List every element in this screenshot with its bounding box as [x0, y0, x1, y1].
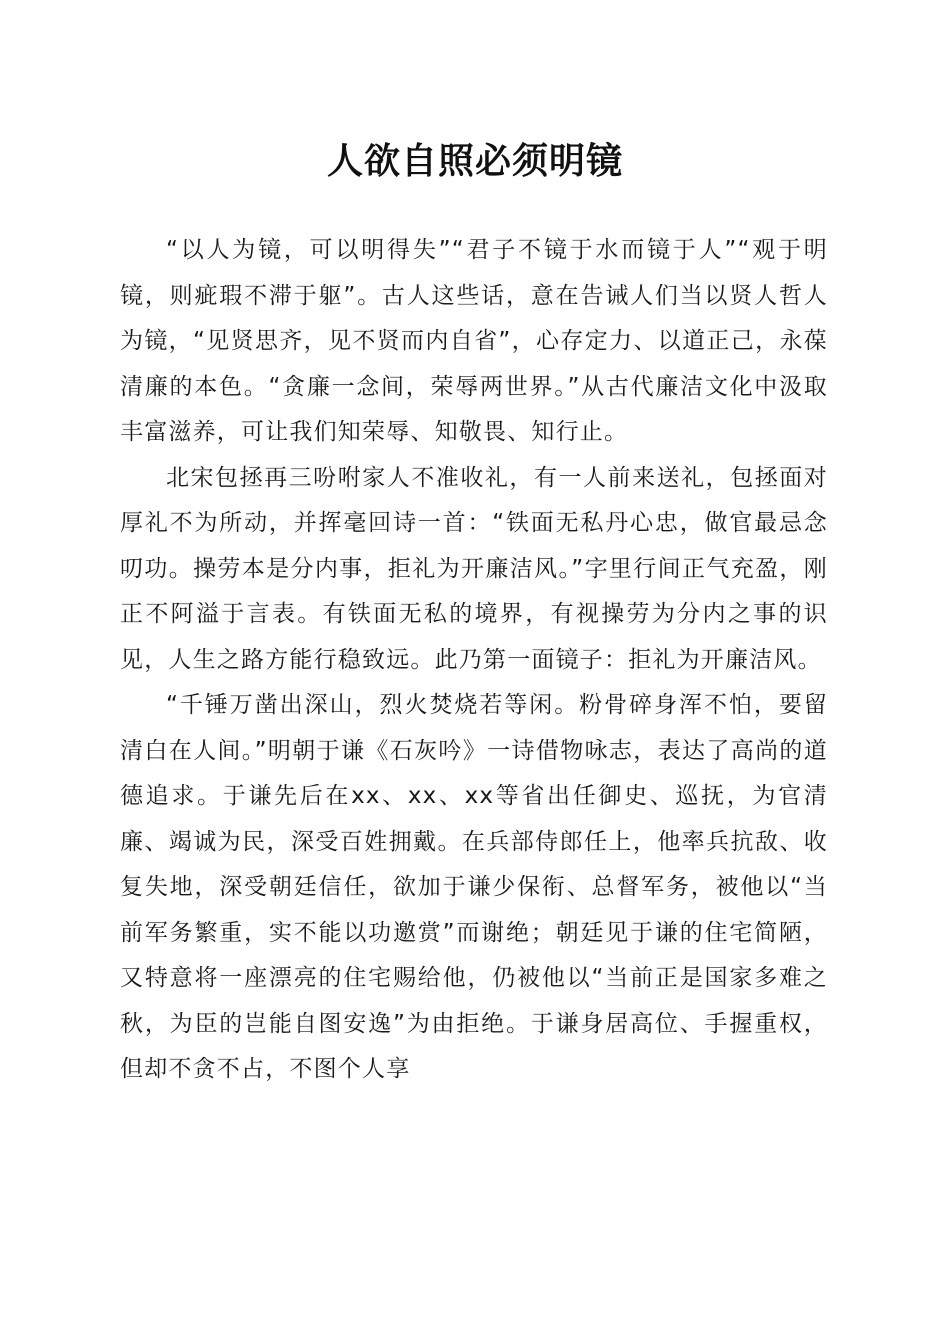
paragraph-3: “千锤万凿出深山，烈火焚烧若等闲。粉骨碎身浑不怕，要留清白在人间。”明朝于谦《石灰吟》一诗借物咏志，表达了高尚的道德追求。于谦先后在xx、xx、xx等省出任御史、巡抚，为官清廉、竭诚为民，深受百姓拥戴。在兵部侍郎任上，他率兵抗敌、收复失地，深受朝廷信任，欲加于谦少保衔、总督军务，被他以“当前军务繁重，实不能以功邀赏”而谢绝；朝廷见于谦的住宅简陋，又特意将一座漂亮的住宅赐给他，仍被他以“当前正是国家多难之秋，为臣的岂能自图安逸”为由拒绝。于谦身居高位、手握重权，但却不贪不占，不图个人享	[120, 692, 828, 1082]
paragraph-1: “以人为镜，可以明得失”“君子不镜于水而镜于人”“观于明镜，则疵瑕不滞于躯”。古人这些话，意在告诫人们当以贤人哲人为镜，“见贤思齐，见不贤而内自省”，心存定力、以道正己，永葆清廉的本色。“贪廉一念间，荣辱两世界。”从古代廉洁文化中汲取丰富滋养，可让我们知荣辱、知敬畏、知行止。	[120, 237, 828, 445]
document-body	[120, 228, 828, 1093]
paragraph-2: 北宋包拯再三吩咐家人不准收礼，有一人前来送礼，包拯面对厚礼不为所动，并挥毫回诗一首：“铁面无私丹心忠，做官最忌念叨功。操劳本是分内事，拒礼为开廉洁风。”字里行间正气充盈，刚正不阿溢于言表。有铁面无私的境界，有视操劳为分内之事的识见，人生之路方能行稳致远。此乃第一面镜子：拒礼为开廉洁风。	[120, 464, 828, 673]
document-title: 人欲自照必须明镜	[326, 140, 623, 182]
